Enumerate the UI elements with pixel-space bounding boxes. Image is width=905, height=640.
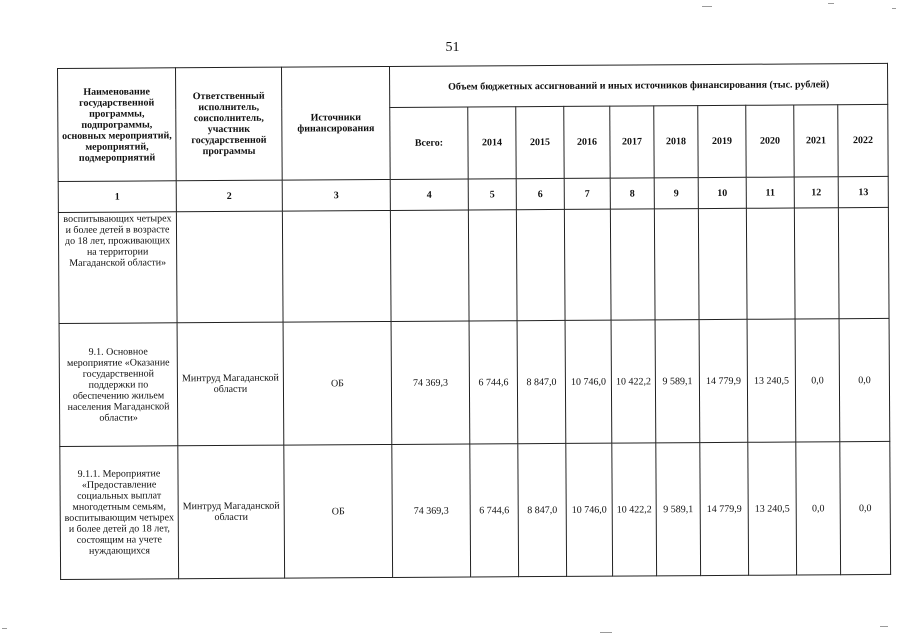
row-source: ОБ xyxy=(284,444,393,578)
row-value xyxy=(698,208,747,319)
table-row xyxy=(60,441,891,579)
budget-table xyxy=(57,63,891,580)
header-year: 2021 xyxy=(794,105,838,177)
row-value: 10 746,0 xyxy=(566,443,613,576)
row-value xyxy=(468,210,517,321)
scan-speck xyxy=(828,3,834,4)
header-year: 2016 xyxy=(564,106,610,178)
row-value: 8 847,0 xyxy=(517,320,566,443)
row-value: 0,0 xyxy=(839,318,890,441)
column-number: 12 xyxy=(794,177,838,208)
column-number: 1 xyxy=(58,181,176,213)
column-number: 5 xyxy=(468,179,516,210)
row-value: 10 746,0 xyxy=(565,320,612,443)
row-value: 9 589,1 xyxy=(656,443,701,576)
row-value xyxy=(746,208,795,319)
scan-speck xyxy=(2,628,7,629)
column-number: 11 xyxy=(746,177,794,208)
column-number: 6 xyxy=(516,178,564,209)
scan-speck xyxy=(892,8,896,9)
column-number: 7 xyxy=(564,178,610,209)
header-year: 2014 xyxy=(468,107,516,179)
row-value: 0,0 xyxy=(840,441,891,574)
scan-speck xyxy=(880,626,888,627)
scan-speck xyxy=(600,632,612,633)
column-number: 8 xyxy=(610,178,654,209)
scan-speck xyxy=(702,6,712,7)
page-number: 51 xyxy=(445,40,460,55)
column-number: 3 xyxy=(282,179,390,211)
row-executor: Минтруд Магаданской области xyxy=(177,322,284,446)
row-value: 9 589,1 xyxy=(655,320,700,443)
row-value: 0,0 xyxy=(796,442,841,575)
row-value xyxy=(516,209,565,320)
header-year: 2020 xyxy=(746,105,794,177)
header-year: 2019 xyxy=(698,105,746,177)
row-value xyxy=(794,208,839,319)
row-total: 74 369,3 xyxy=(391,321,470,444)
row-executor: Минтруд Магаданской области xyxy=(178,445,285,579)
row-name: 9.1. Основное мероприятие «Оказание государственной поддержки по обеспечению жильем населения Магаданской области» xyxy=(59,323,178,447)
row-value: 10 422,2 xyxy=(612,443,657,576)
row-value: 13 240,5 xyxy=(748,442,797,575)
row-value xyxy=(610,209,655,320)
row-value: 0,0 xyxy=(795,319,840,442)
row-source: ОБ xyxy=(283,321,392,445)
row-total: 74 369,3 xyxy=(392,444,471,577)
row-value: 10 422,2 xyxy=(611,320,656,443)
row-name: воспитывающих четырех и более детей в возрасте до 18 лет, проживающих на территории Магаданской области» xyxy=(58,212,177,324)
table-row xyxy=(59,318,890,446)
column-number: 13 xyxy=(838,176,888,207)
row-source xyxy=(282,210,391,322)
header-total: Всего: xyxy=(390,107,468,179)
header-year: 2017 xyxy=(610,106,654,178)
row-value xyxy=(564,209,611,320)
row-value xyxy=(654,209,699,320)
header-year: 2018 xyxy=(654,106,698,178)
row-value: 13 240,5 xyxy=(747,319,796,442)
budget-table-sheet xyxy=(57,63,890,568)
row-value xyxy=(838,207,889,318)
column-number: 2 xyxy=(176,180,282,212)
header-year: 2015 xyxy=(516,106,564,178)
column-number: 4 xyxy=(390,179,468,210)
row-value: 6 744,6 xyxy=(469,321,518,444)
header-funding-group: Объем бюджетных ассигнований и иных источников финансирования (тыс. рублей) xyxy=(389,63,887,107)
row-executor xyxy=(176,211,283,323)
column-number: 9 xyxy=(654,178,698,209)
row-total xyxy=(390,210,469,321)
row-value: 8 847,0 xyxy=(518,443,567,576)
header-executor: Ответственный исполнитель, соисполнитель, участник государственной программы xyxy=(176,67,283,181)
column-number: 10 xyxy=(698,177,746,208)
row-value: 14 779,9 xyxy=(699,319,748,442)
column-number-row xyxy=(58,176,888,212)
header-year: 2022 xyxy=(838,105,889,177)
table-row xyxy=(58,207,889,323)
header-source: Источники финансирования xyxy=(281,66,390,180)
header-name: Наименование государственной программы, подпрограммы, основных мероприятий, мероприятий, подмероприятий xyxy=(58,68,177,182)
row-value: 6 744,6 xyxy=(470,444,519,577)
row-name: 9.1.1. Мероприятие «Предоставление социальных выплат многодетным семьям, воспитывающим четырех и более детей до 18 лет, состоящим на учете нуждающихся xyxy=(60,446,179,580)
row-value: 14 779,9 xyxy=(700,442,749,575)
